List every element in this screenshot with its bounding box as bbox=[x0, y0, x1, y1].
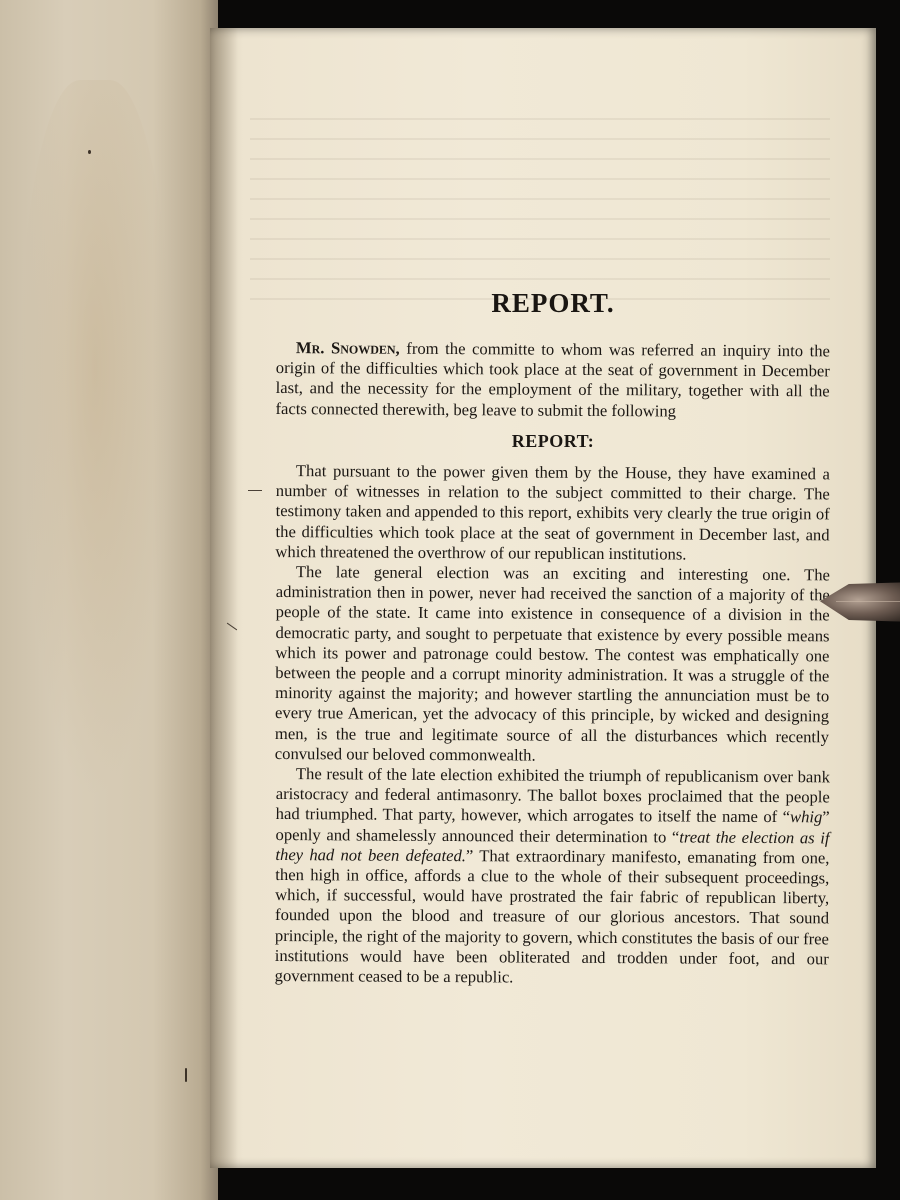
gutter-shadow bbox=[210, 28, 238, 1168]
page-text-column bbox=[276, 288, 830, 986]
paragraph-3-part-3: ” That extraordinary manifesto, emanating from one, then high in office, affords a clue to the whole of their subsequent proceedings, which, if successful, would have prostrated the fair fabric of republican liberty, founded upon the blood and treasure of our glorious ancestors. That sound principle, the right of the majority to govern, which constitutes the basis of our free institutions would have been obliterated and trodden under foot, and our government ceased to be a republic. bbox=[274, 845, 830, 987]
body-paragraph-2: The late general election was an exciting and interesting one. The administration then in power, never had received the sanction of a majority of the people of the state. It came into existence in consequence of a division in the democratic party, and sought to perpetuate that existence by every possible means which its power and patronage could bestow. The contest was emphatically one between the people and a corrupt minority administration. It was a struggle of the minority against the majority; and however startling the annunciation must be to every true American, yet the advocacy of this principle, by wicked and designing men, is the true and legitimate source of all the disturbances which recently convulsed our beloved commonwealth. bbox=[274, 561, 830, 765]
paragraph-3-part-1: The result of the late election exhibited the triumph of republicanism over bank aristocracy and federal antimasonry. The ballot boxes proclaimed that the people had triumphed. That party, however, which arrogates to itself the name of “ bbox=[275, 763, 830, 827]
paragraph-3-part-2: ” openly and shamelessly announced their determination to “ bbox=[275, 807, 830, 846]
ink-speck bbox=[185, 1068, 187, 1082]
report-subtitle: REPORT: bbox=[511, 430, 595, 451]
body-paragraph-1: That pursuant to the power given them by the House, they have examined a number of witnesses in relation to the subject committed to their charge. The testimony taken and appended to this report, exhibits very clearly the true origin of the difficulties which took place at the seat of government in December last, and which threatened the overthrow of our republican institutions. bbox=[275, 460, 830, 564]
intro-paragraph bbox=[276, 338, 830, 422]
left-facing-page bbox=[0, 0, 218, 1200]
report-title: REPORT. bbox=[491, 288, 615, 318]
body-paragraph-3 bbox=[275, 764, 830, 990]
book-page bbox=[210, 28, 876, 1168]
paper-stain bbox=[20, 80, 170, 800]
margin-dash bbox=[248, 490, 262, 491]
pen-highlight bbox=[836, 601, 900, 602]
whig-term: whig bbox=[789, 807, 823, 827]
ink-speck bbox=[88, 150, 91, 154]
show-through-text bbox=[250, 118, 830, 308]
speaker-name: Mr. Snowden, bbox=[295, 338, 400, 358]
intro-text: from the committe to whom was referred an inquiry into the origin of the difficulties which took place at the seat of government in December last, and the necessity for the employment of the military, together with all the facts connected therewith, beg leave to submit the following bbox=[275, 338, 830, 421]
quoted-manifesto: treat the election as if they had not been defeated. bbox=[275, 826, 830, 865]
